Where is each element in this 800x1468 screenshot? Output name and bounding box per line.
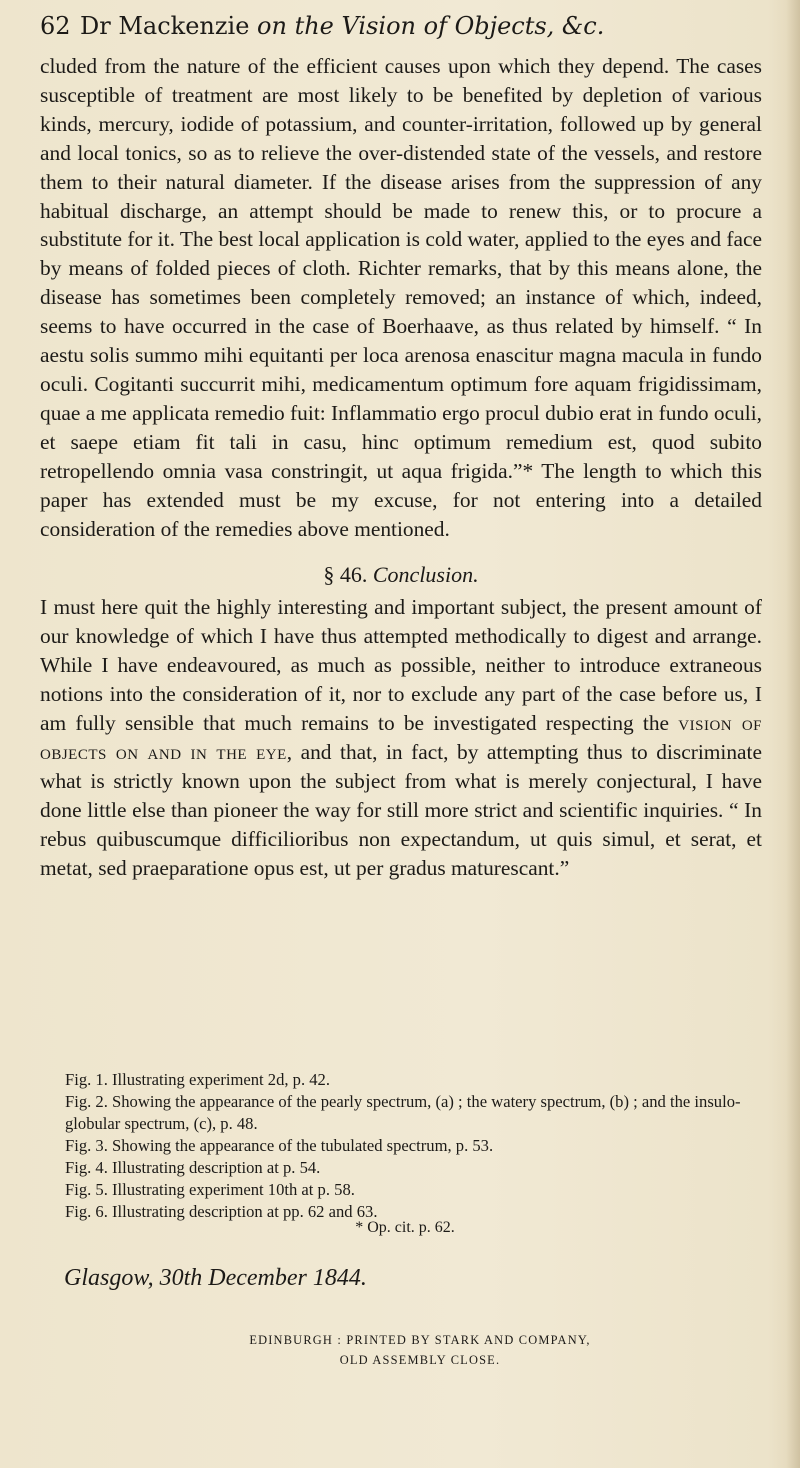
printer-imprint xyxy=(0,1330,800,1370)
running-title-author: Dr Mackenzie xyxy=(80,12,250,40)
page-number: 62 xyxy=(40,12,71,40)
figure-caption-5: Fig. 5. Illustrating experiment 10th at p. 58. xyxy=(65,1180,355,1199)
imprint-line-1: EDINBURGH : PRINTED BY STARK AND COMPANY, xyxy=(249,1333,591,1347)
signoff xyxy=(64,1262,764,1294)
running-title xyxy=(80,6,604,46)
section-title: Conclusion. xyxy=(372,562,479,588)
footnote: * Op. cit. p. 62. xyxy=(355,1219,455,1236)
figure-caption-3: Fig. 3. Showing the appearance of the tubulated spectrum, p. 53. xyxy=(65,1136,494,1155)
figure-caption-4: Fig. 4. Illustrating description at p. 54. xyxy=(65,1158,321,1177)
paragraph-2-part-b: , and that, in fact, by attempting thus to discriminate what is strictly known upon the subject from what is merely conjectural, I have done little else than pioneer the way for still more strict and scientific inquiries. “ In rebus quibuscumque difficilioribus non expectandum, ut quis simul, et serat, et metat, sed praeparatione opus est, ut per gradus maturescant.” xyxy=(40,739,762,880)
figure-caption-1: Fig. 1. Illustrating experiment 2d, p. 42. xyxy=(65,1070,331,1089)
body-text xyxy=(40,52,762,882)
figure-list xyxy=(40,1069,762,1223)
running-title-rest: on the Vision of Objects, &c. xyxy=(257,12,605,40)
paragraph-2-small-caps: vision of objects on and in the eye xyxy=(40,711,762,764)
paragraph-2 xyxy=(40,593,762,882)
paragraph-2-part-a: I must here quit the highly interesting and important subject, the present amount of our knowledge of which I have thus attempted methodically to digest and arrange. While I have endeavoured, as much as possible, neither to introduce extraneous notions into the consideration of it, nor to exclude any part of the case before us, I am fully sensible that much remains to be investigated respecting the xyxy=(40,595,762,736)
imprint-line-2: OLD ASSEMBLY CLOSE. xyxy=(339,1353,501,1367)
signoff-place: Glasgow, xyxy=(64,1265,154,1291)
section-number: § 46. xyxy=(323,562,368,588)
page-edge-shadow xyxy=(786,0,800,1468)
figure-caption-2: Fig. 2. Showing the appearance of the pearly spectrum, (a) ; the watery spectrum, (b) ; and the insulo-globular spectrum, (c), p. 48. xyxy=(65,1092,741,1133)
signoff-date: 30th December 1844. xyxy=(159,1265,367,1291)
paragraph-1: cluded from the nature of the efficient causes upon which they depend. The cases susceptible of treatment are most likely to be benefited by depletion of various kinds, mercury, iodide of potassium, and counter-irritation, followed up by general and local tonics, so as to relieve the over-distended state of the vessels, and restore them to their natural diameter. If the disease arises from the suppression of any habitual discharge, an attempt should be made to renew this, or to procure a substitute for it. The best local application is cold water, applied to the eyes and face by means of folded pieces of cloth. Richter remarks, that by this means alone, the disease has sometimes been completely removed; an instance of which, indeed, seems to have occurred in the case of Boerhaave, as thus related by himself. “ In aestu solis summo mihi equitanti per loca arenosa enascitur magna macula in fundo oculi. Cogitanti succurrit mihi, medicamentum optimum fore aquam frigidissimam, quae a me applicata remedio fuit: Inflammatio ergo procul dubio erat in fundo oculi, et saepe etiam fit tali in casu, hinc optimum remedium est, quod subito retropellendo omnia vasa constringit, ut aqua frigida.”* The length to which this paper has extended must be my excuse, for not entering into a detailed consideration of the remedies above mentioned. xyxy=(40,54,762,541)
figure-caption-6: Fig. 6. Illustrating description at pp. 62 and 63. xyxy=(65,1202,378,1221)
running-header xyxy=(40,6,780,46)
section-heading xyxy=(40,557,762,593)
